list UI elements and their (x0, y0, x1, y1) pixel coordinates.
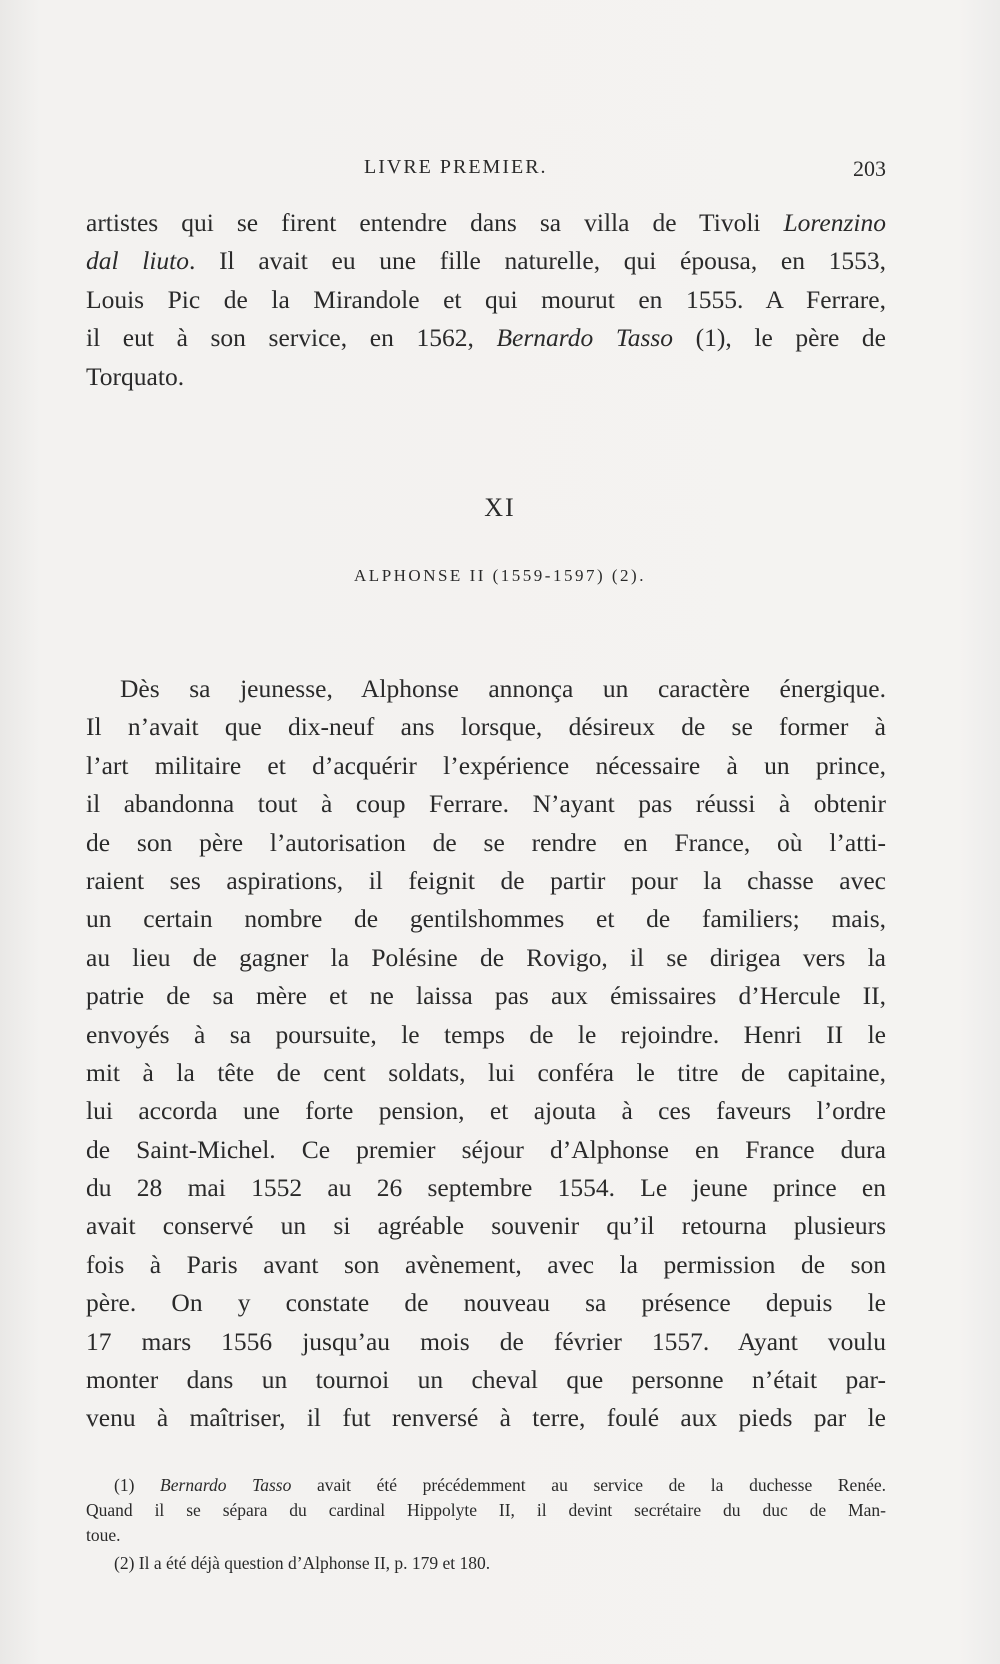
text-line (86, 319, 886, 357)
footnote-1-line (86, 1473, 886, 1498)
text-line: un certain nombre de gentilshommes et de familiers; mais, (86, 904, 886, 934)
text-segment: avait été précédemment au service de la duchesse Renée. (291, 1475, 886, 1495)
italic-name: Lorenzino (783, 208, 886, 237)
footnote-1-line: Quand il se sépara du cardinal Hippolyte II, il devint secrétaire du duc de Man- (86, 1500, 886, 1520)
running-head (86, 156, 886, 188)
text-line: Il n’avait que dix-neuf ans lorsque, désireux de se former à (86, 712, 886, 742)
text-line: Dès sa jeunesse, Alphonse annonça un caractère énergique. (120, 674, 886, 703)
italic-name: dal liuto (86, 246, 190, 276)
text-line: lui accorda une forte pension, et ajouta à ces faveurs l’ordre (86, 1096, 886, 1126)
text-line: de son père l’autorisation de se rendre en France, où l’atti- (86, 827, 886, 857)
text-line: mit à la tête de cent soldats, lui conféra le titre de capitaine, (86, 1057, 886, 1087)
text-line: monter dans un tournoi un cheval que personne n’était par- (86, 1365, 886, 1395)
page-number: 203 (853, 156, 886, 181)
text-line: du 28 mai 1552 au 26 septembre 1554. Le jeune prince en (86, 1173, 886, 1203)
footnote-2: (2) Il a été déjà question d’Alphonse II, p. 179 et 180. (114, 1553, 491, 1573)
text-line: il abandonna tout à coup Ferrare. N’ayant pas réussi à obtenir (86, 789, 886, 819)
text-line: raient ses aspirations, il feignit de partir pour la chasse avec (86, 865, 886, 895)
italic-name: Bernardo Tasso (496, 323, 674, 353)
text-line: avait conservé un si agréable souvenir qu’il retourna plusieurs (86, 1211, 886, 1241)
text-line: 17 mars 1556 jusqu’au mois de février 1557. Ayant voulu (86, 1326, 886, 1356)
text-line: au lieu de gagner la Polésine de Rovigo, il se dirigea vers la (86, 942, 886, 972)
text-line: envoyés à sa poursuite, le temps de le rejoindre. Henri II le (86, 1019, 886, 1049)
text-line: de Saint-Michel. Ce premier séjour d’Alphonse en France dura (86, 1134, 886, 1164)
text-segment: il eut à son service, en 1562, (86, 323, 497, 353)
text-line: fois à Paris avant son avènement, avec la permission de son (86, 1249, 886, 1279)
text-line: Louis Pic de la Mirandole et qui mourut en 1555. A Ferrare, (86, 284, 886, 314)
text-line: l’art militaire et d’acquérir l’expérience nécessaire à un prince, (86, 750, 886, 780)
text-line (86, 242, 886, 280)
running-head-title: LIVRE PREMIER. (364, 156, 548, 178)
footnote-marker: (1) (114, 1475, 161, 1495)
text-line: père. On y constate de nouveau sa présence depuis le (86, 1288, 886, 1318)
footnotes (86, 1473, 886, 1576)
text-segment: . Il avait eu une fille naturelle, qui épousa, en 1553, (189, 246, 886, 276)
section-heading: ALPHONSE II (1559-1597) (2). (354, 566, 646, 585)
section-number: XI (484, 493, 516, 522)
text-line: venu à maîtriser, il fut renversé à terre, foulé aux pieds par le (86, 1403, 886, 1433)
text-segment: (1), le père de (673, 323, 886, 353)
text-line (86, 204, 886, 242)
italic-name: Bernardo Tasso (160, 1475, 292, 1495)
text-segment: artistes qui se firent entendre dans sa villa de Tivoli (86, 208, 784, 237)
paragraph-main (86, 670, 886, 1438)
paragraph-continued (86, 204, 886, 396)
text-line: Torquato. (86, 361, 185, 391)
text-line: patrie de sa mère et ne laissa pas aux émissaires d’Hercule II, (86, 981, 886, 1011)
footnote-1-line: toue. (86, 1525, 121, 1545)
